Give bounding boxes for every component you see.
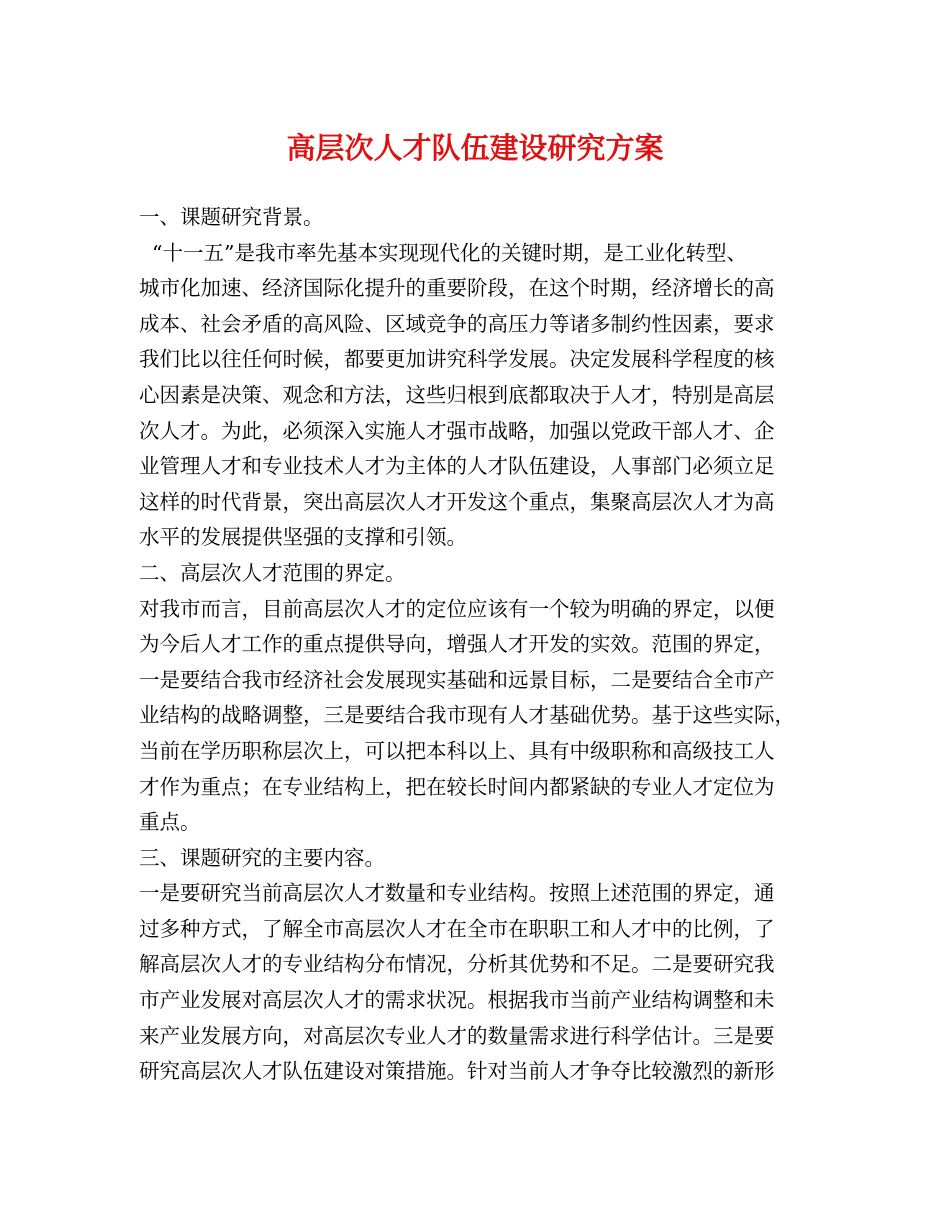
text-line: 这样的时代背景，突出高层次人才开发这个重点，集聚高层次人才为高 <box>139 489 775 514</box>
document-body <box>139 200 819 1090</box>
text-line: 才作为重点；在专业结构上，把在较长时间内都紧缺的专业人才定位为 <box>139 774 775 799</box>
text-line: 业管理人才和专业技术人才为主体的人才队伍建设，人事部门必须立足 <box>139 454 775 479</box>
text-line: 为今后人才工作的重点提供导向，增强人才开发的实效。范围的界定， <box>139 632 775 657</box>
text-line: 解高层次人才的专业结构分布情况，分析其优势和不足。二是要研究我 <box>139 952 775 977</box>
text-line: 我们比以往任何时候，都要更加讲究科学发展。决定发展科学程度的核 <box>139 347 775 372</box>
section-heading: 三、课题研究的主要内容。 <box>139 845 385 870</box>
text-line: 成本、社会矛盾的高风险、区域竞争的高压力等诸多制约性因素，要求 <box>139 311 775 336</box>
text-line: 次人才。为此，必须深入实施人才强市战略，加强以党政干部人才、企 <box>139 418 775 443</box>
text-line: 过多种方式，了解全市高层次人才在全市在职职工和人才中的比例，了 <box>139 916 775 941</box>
text-line: 来产业发展方向，对高层次专业人才的数量需求进行科学估计。三是要 <box>139 1023 775 1048</box>
document-title: 高层次人才队伍建设研究方案 <box>286 131 664 165</box>
text-line: 一是要研究当前高层次人才数量和专业结构。按照上述范围的界定，通 <box>139 881 775 906</box>
text-line: “十一五”是我市率先基本实现现代化的关键时期，是工业化转型、 <box>139 240 747 265</box>
section-heading: 二、高层次人才范围的界定。 <box>139 560 406 585</box>
text-line: 一、课题研究背景。 <box>139 205 324 229</box>
text-line: 业结构的战略调整，三是要结合我市现有人才基础优势。基于这些实际， <box>139 703 795 728</box>
text-line: 重点。 <box>139 810 201 835</box>
text-line: 城市化加速、经济国际化提升的重要阶段，在这个时期，经济增长的高 <box>139 276 775 301</box>
text-line: 对我市而言，目前高层次人才的定位应该有一个较为明确的界定，以便 <box>139 596 775 621</box>
text-line: 研究高层次人才队伍建设对策措施。针对当前人才争夺比较激烈的新形 <box>139 1059 775 1084</box>
text-line: 一是要结合我市经济社会发展现实基础和远景目标，二是要结合全市产 <box>139 667 775 692</box>
text-line: 心因素是决策、观念和方法，这些归根到底都取决于人才，特别是高层 <box>139 382 775 407</box>
text-line: 市产业发展对高层次人才的需求状况。根据我市当前产业结构调整和未 <box>139 988 775 1013</box>
text-line: 当前在学历职称层次上，可以把本科以上、具有中级职称和高级技工人 <box>139 738 775 763</box>
text-line: 水平的发展提供坚强的支撑和引领。 <box>139 525 467 550</box>
